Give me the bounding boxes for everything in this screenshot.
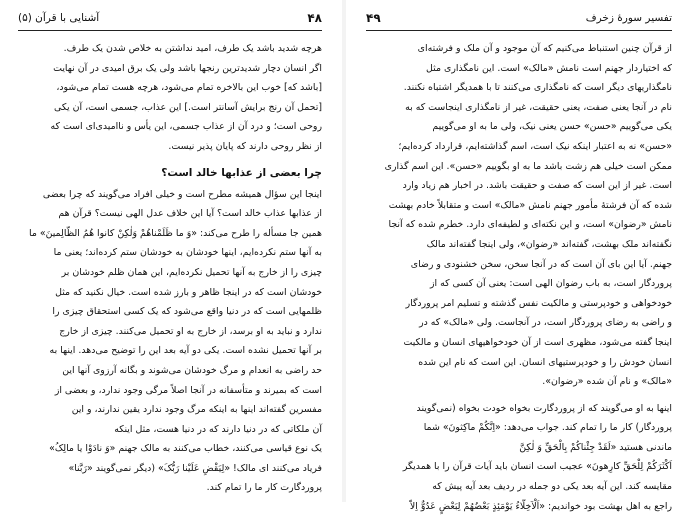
- paragraph-spacer: [366, 392, 672, 399]
- text-line: بر آنها تحمیل نشده است. یکی دو آیه بعد این را توضیح می‌دهد. اینها به: [49, 345, 322, 357]
- text-line: پروردگار است، به باب رضوان الهی است: یعنی آن کسی که از: [429, 278, 672, 290]
- text-line: یکی می‌گوییم «حسن» حسن یعنی نیک، ولی ما به او می‌گوییم: [432, 121, 672, 133]
- text-line: هرچه شدید باشد یک طرف، امید نداشتن به خلاص شدن یک طرف.: [63, 43, 322, 54]
- text-line: اینجا گفته می‌شود، مظهری است از آن خودخواهیهای انسان و مالکیت: [403, 336, 672, 348]
- text-line: «حسن» نه به اعتبار اینکه نیک است، اسم گذاشته‌ایم، قرارداد کرده‌ایم؛: [398, 140, 672, 152]
- text-line: ظلمهایی است که در دنیا واقع می‌شود که یک کسی استحقاق چیزی را: [52, 306, 322, 318]
- text-line: مقایسه کند. این آیه بعد یکی دو جمله در ردیف بعد آیه پیش که: [432, 481, 672, 493]
- text-line: که اختیاردار جهنم است نامش «مالک» است. این نامگذاری مثل: [426, 62, 672, 74]
- left-page-header: [18, 6, 322, 31]
- text-line: اگر انسان دچار شدیدترین رنجها باشد ولی یک برق امیدی در آن نهایت: [53, 62, 322, 74]
- text-line: خودخواهی و خودپرستی و مالکیت نفس گذشته و تسلیم امر پروردگار: [405, 297, 672, 309]
- right-paragraph-1: [366, 39, 672, 392]
- right-page-body: [366, 39, 672, 516]
- text-line: اینها به او می‌گویند که از پروردگارت بخواه خودت بخواه (نمی‌گویند: [416, 402, 672, 414]
- text-line: همین جا مسأله را طرح می‌کند: «وَ ما ظَلَمْناهُمْ وَلٰکِنْ کانوا هُمُ الظّالِمینَ» ما: [29, 227, 322, 239]
- text-line: نام در آنجا یعنی صفت، یعنی حقیقت، غیر از نامگذاری اینجاست که به: [405, 101, 672, 113]
- text-line: شده که آن فرشتهٔ مأمور جهنم نامش «مالک» است و متقابلاً خادم بهشت: [388, 199, 672, 211]
- text-line: نامگذاریهای دیگر است که نامگذاری می‌کنند تا با همدیگر اشتباه نکنند.: [403, 82, 672, 94]
- text-line: فریاد می‌کنند ای مالک! «لِیَقْضِ عَلَیْنا رَبُّکَ» (دیگر نمی‌گویند «رَبَّنا»: [68, 462, 322, 474]
- text-line: راجع به اهل بهشت بود خواندیم: «اَلْاَخِلّاءُ یَوْمَئِذٍ بَعْضُهُمْ لِبَعْضٍ عَدُوٌّ اِلاّ: [409, 500, 672, 512]
- text-line: اَکْثَرَکُمْ لِلْحَقِّ کارِهونَ» عجیب است انسان باید آیات قرآن را با همدیگر: [402, 461, 672, 473]
- text-line: ماندنی هستید «لَقَدْ جِئْناکُمْ بِالْحَقِّ وَ لٰکِنَّ: [519, 441, 672, 453]
- text-line: آن ملکاتی که در دنیا دارند که در دنیا هست، مثل اینکه: [114, 423, 322, 435]
- left-page-number: ۴۸: [307, 11, 322, 25]
- right-running-title: تفسیر سورهٔ زخرف: [585, 12, 672, 24]
- text-line: نگفته‌اند ملک بهشت، گفته‌اند «رضوان»، ولی اینجا گفته‌اند مالک: [426, 238, 672, 250]
- text-line: جهنم. آیا این بای آن است که در آنجا سخن، سخن خشنودی و رضای: [410, 258, 672, 270]
- right-paragraph-2: [366, 399, 672, 516]
- left-page: [0, 0, 342, 502]
- text-line: چیزی را از خارج به آنها تحمیل نکرده‌ایم، این همان ظلم خودشان بر: [61, 266, 322, 278]
- text-line: ندارد و نباید به او برسد، از خارج به او تحمیل می‌کنند. چیزی از خارج: [59, 325, 322, 337]
- text-line: پروردگار) کار ما را تمام کند. جواب می‌دهد: «اِنَّکُمْ ماکِثونَ» شما: [423, 422, 672, 434]
- text-line: روحی است؛ و درد آن از عذاب جسمی، این یأس و ناامیدی‌ای است که: [50, 121, 322, 133]
- left-paragraph-1: [18, 39, 322, 157]
- text-line: ممکن است خیلی هم زشت باشد ما به او بگوییم «حسن». این اسم گذاری: [384, 160, 672, 172]
- text-line: «مالک» و نام آن شده «رضوان».: [542, 376, 672, 388]
- right-page-header: [366, 6, 672, 31]
- right-page-number: ۴۹: [366, 11, 381, 25]
- text-line: است. غیر از این است که صفت و حقیقت باشد. در اخبار هم زیاد وارد: [402, 180, 672, 192]
- text-line: خودشان است که در اینجا ظاهر و بارز شده است. خیال نکنید که مثل: [55, 286, 322, 298]
- text-line: [تحمل آن رنج برایش آسانتر است.] این عذاب، جسمی است، آن یکی: [54, 101, 322, 113]
- left-page-body: [18, 39, 322, 498]
- left-running-title: آشنایی با قرآن (۵): [18, 12, 100, 24]
- text-line: یک نوع قیاسی می‌کنند، خطاب می‌کنند به مالک جهنم «وَ نادَوْا یا مالِکُ»: [49, 443, 322, 455]
- text-line: پروردگارت کار ما را تمام کند.: [206, 482, 322, 494]
- text-line: و راضی به رضای پروردگار است، در آنجاست. ولی «مالک» که در: [419, 317, 672, 329]
- text-line: به آنها ستم نکرده‌ایم، اینها خودشان به خودشان ستم کرده‌اند؛ یعنی ما: [53, 247, 322, 259]
- text-line: مفسرین گفته‌اند اینها به اینکه مرگ وجود ندارد یقین ندارند، و این: [71, 404, 322, 416]
- text-line: نامش «رضوان» است، و این نکته‌ای و لطیفه‌ای دارد. خطرم شده که آنجا: [388, 219, 672, 231]
- text-line: است که بمیرند و متأسفانه در آنجا اصلاً مرگی وجود ندارد، و بعضی از: [54, 384, 322, 396]
- left-paragraph-2: [18, 185, 322, 499]
- text-line: از نظر روحی دارند که پایان پذیر نیست.: [168, 140, 322, 152]
- text-line: [باشد که] خوب این بالاخره تمام می‌شود، هرچه هست تمام می‌شود،: [56, 82, 322, 94]
- text-line: از قرآن چنین استنباط می‌کنیم که آن موجود و آن ملک و فرشته‌ای: [417, 43, 672, 54]
- right-page: [346, 0, 688, 512]
- text-line: از عذابها عذاب خالد است؟ آیا این خلاف عدل الهی نیست؟ قرآن هم: [58, 208, 322, 220]
- text-line: اینجا این سؤال همیشه مطرح است و خیلی افراد می‌گویند که چرا بعضی: [42, 188, 322, 200]
- section-heading: چرا بعضی از عذابها خالد است؟: [161, 166, 322, 179]
- text-line: حد راضی به انعدام و مرگ خودشان می‌شوند و بگانه آرزوی آنها این: [62, 364, 322, 376]
- text-line: انسان خودش را و خودپرستیهای انسان. این است که نام این شده: [418, 356, 672, 368]
